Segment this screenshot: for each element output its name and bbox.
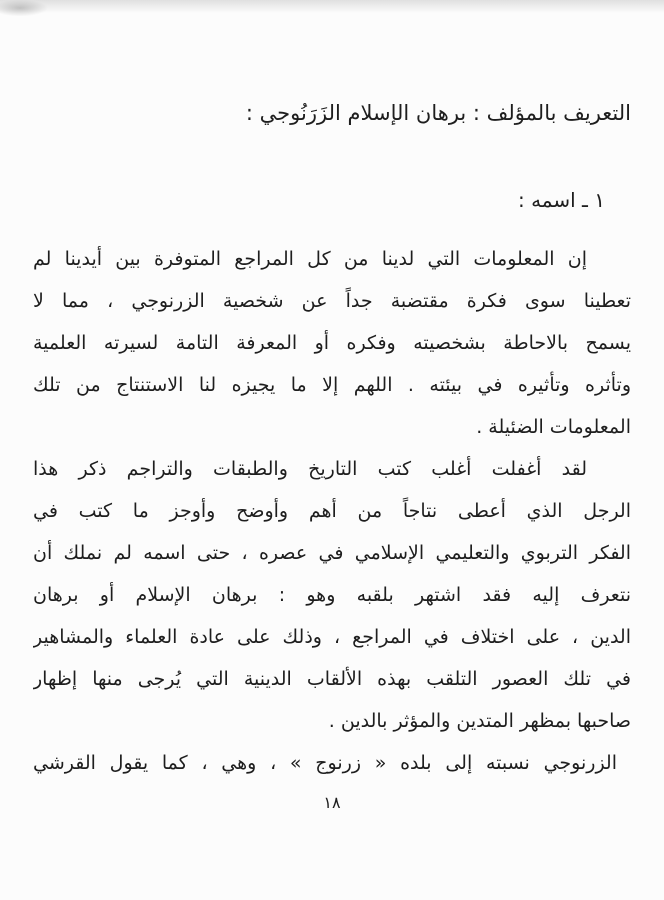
text-line: إن المعلومات التي لدينا من كل المراجع المتوفرة بين أيدينا لم: [33, 248, 587, 270]
text-line: الزرنوجي نسبته إلى بلده « زرنوج » ، وهي ، كما يقول القرشي: [33, 752, 617, 774]
chapter-heading: التعريف بالمؤلف : برهان الإسلام الزَرَنُوجي :: [245, 101, 631, 125]
page-number: ١٨: [323, 793, 341, 812]
text-line: في تلك العصور التلقب بهذه الألقاب الدينية التي يُرجى منها إظهار: [33, 668, 631, 690]
text-line: الفكر التربوي والتعليمي الإسلامي في عصره ، حتى اسمه لم نملك أن: [33, 542, 631, 564]
text-line: يسمح بالاحاطة بشخصيته وفكره أو المعرفة التامة لسيرته العلمية: [33, 332, 631, 354]
paragraph: [33, 742, 631, 784]
section-heading: ١ ـ اسمه :: [517, 188, 605, 212]
paragraph: [33, 238, 631, 448]
text-line: لقد أغفلت أغلب كتب التاريخ والطبقات والتراجم ذكر هذا: [33, 458, 587, 480]
text-line: تعطينا سوى فكرة مقتضبة جداً عن شخصية الزرنوجي ، مما لا: [33, 290, 631, 312]
text-line: الرجل الذي أعطى نتاجاً من أهم وأوضح وأوجز ما كتب في: [33, 500, 631, 522]
text-line: نتعرف إليه فقد اشتهر بلقبه وهو : برهان الإسلام أو برهان: [33, 584, 631, 606]
text-line: الدين ، على اختلاف في المراجع ، وذلك على عادة العلماء والمشاهير: [33, 626, 631, 648]
body-text: [33, 215, 631, 784]
text-line: المعلومات الضئيلة .: [476, 416, 631, 438]
text-line: وتأثره وتأثيره في بيئته . اللهم إلا ما يجيزه لنا الاستنتاج من تلك: [33, 374, 631, 396]
text-line: صاحبها بمظهر المتدين والمؤثر بالدين .: [328, 710, 631, 732]
paragraph: [33, 448, 631, 742]
